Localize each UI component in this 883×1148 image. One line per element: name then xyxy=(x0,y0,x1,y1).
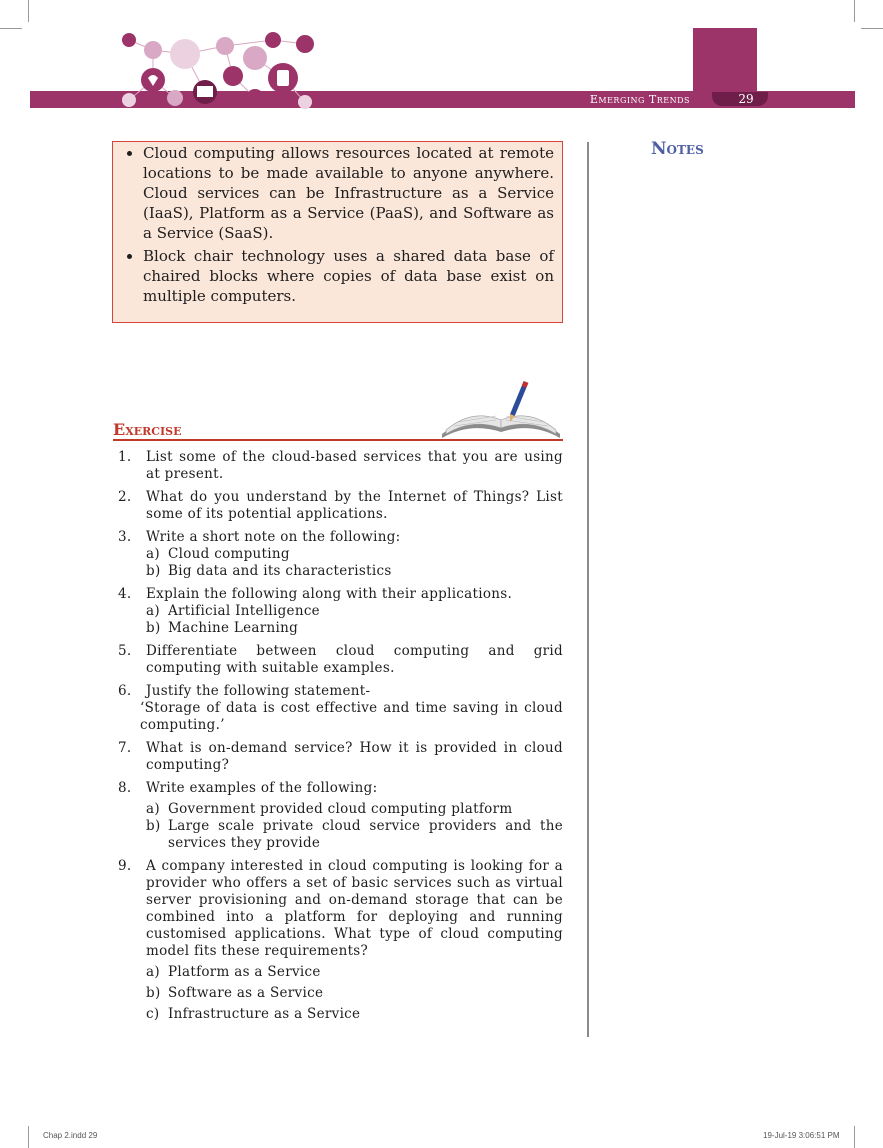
question-text: Write examples of the following: xyxy=(146,780,378,796)
sub-question-text: Cloud computing xyxy=(168,546,290,562)
exercise-question xyxy=(112,449,563,483)
sub-question-text: Large scale private cloud service providers and the services they provide xyxy=(168,818,563,851)
sub-question xyxy=(146,620,563,637)
summary-bullet: • Cloud computing allows resources located at remote locations to be made available to anyone anywhere. Cloud services can be Infrastructure as a Service (IaaS), Platform as a Service (PaaS), and Software as a Service (SaaS). xyxy=(143,143,554,243)
sub-question-label: a) xyxy=(146,603,160,619)
summary-box xyxy=(112,141,563,323)
sub-question-label: a) xyxy=(146,801,160,817)
sub-question xyxy=(146,1006,563,1023)
running-head: Emerging Trends xyxy=(589,93,690,106)
question-text: Explain the following along with their applications. xyxy=(146,586,513,602)
sub-question-text: Big data and its characteristics xyxy=(168,563,392,579)
crop-mark xyxy=(861,28,883,29)
question-number: 8. xyxy=(118,780,132,796)
question-quote: ‘Storage of data is cost effective and time saving in cloud computing.’ xyxy=(140,700,563,733)
sub-question-label: c) xyxy=(146,1006,160,1022)
question-text: What is on-demand service? How it is provided in cloud computing? xyxy=(146,740,563,773)
question-number: 7. xyxy=(118,740,132,756)
sub-question-label: b) xyxy=(146,563,161,579)
sub-question-label: b) xyxy=(146,818,161,834)
question-number: 6. xyxy=(118,683,132,699)
question-text: A company interested in cloud computing is looking for a provider who offers a set of basic services such as virtual server provisioning and on-demand storage that can be combined into a platform for deploying and running customised applications. What type of cloud computing model fits these requirements? xyxy=(146,858,563,959)
exercise-heading: Exercise xyxy=(113,420,182,439)
sub-question-text: Infrastructure as a Service xyxy=(168,1006,361,1022)
crop-mark xyxy=(28,1126,29,1148)
question-number: 4. xyxy=(118,586,132,602)
exercise-question xyxy=(112,586,563,637)
exercise-question xyxy=(112,643,563,677)
sub-question-text: Software as a Service xyxy=(168,985,324,1001)
exercise-question xyxy=(112,683,563,734)
question-number: 1. xyxy=(118,449,132,465)
summary-list xyxy=(113,143,562,306)
question-number: 3. xyxy=(118,529,132,545)
sub-question-label: b) xyxy=(146,620,161,636)
sub-question xyxy=(146,985,563,1002)
column-divider xyxy=(587,142,589,1037)
notes-heading: Notes xyxy=(651,139,704,159)
question-number: 9. xyxy=(118,858,132,874)
exercise-question xyxy=(112,780,563,852)
footer-timestamp: 19-Jul-19 3:06:51 PM xyxy=(763,1131,840,1140)
crop-mark xyxy=(854,1126,855,1148)
page-number: 29 xyxy=(738,92,754,106)
question-number: 5. xyxy=(118,643,132,659)
question-text: What do you understand by the Internet of Things? List some of its potential applications. xyxy=(146,489,563,522)
exercise-question xyxy=(112,740,563,774)
exercise-list xyxy=(112,449,563,1029)
technology-icons-illustration xyxy=(115,28,325,110)
sub-question xyxy=(146,603,563,620)
question-text: Differentiate between cloud computing and grid computing with suitable examples. xyxy=(146,643,563,676)
open-book-pencil-icon xyxy=(440,378,562,440)
crop-mark xyxy=(0,28,22,29)
exercise-question xyxy=(112,529,563,580)
question-text: Write a short note on the following: xyxy=(146,529,401,545)
crop-mark xyxy=(854,0,855,22)
question-text: Justify the following statement- xyxy=(146,683,371,699)
sub-question-text: Artificial Intelligence xyxy=(168,603,320,619)
question-text: List some of the cloud-based services that you are using at present. xyxy=(146,449,563,482)
sub-question xyxy=(146,818,563,852)
sub-question xyxy=(146,801,563,818)
sub-question-label: a) xyxy=(146,546,160,562)
question-number: 2. xyxy=(118,489,132,505)
sub-question xyxy=(146,546,563,563)
sub-question xyxy=(146,563,563,580)
sub-question-label: a) xyxy=(146,964,160,980)
sub-question-text: Government provided cloud computing platform xyxy=(168,801,513,817)
exercise-question xyxy=(112,858,563,1023)
sub-question-text: Platform as a Service xyxy=(168,964,321,980)
exercise-question xyxy=(112,489,563,523)
sub-question xyxy=(146,964,563,981)
summary-bullet: • Block chair technology uses a shared data base of chaired blocks where copies of data base exist on multiple computers. xyxy=(143,246,554,306)
crop-mark xyxy=(28,0,29,22)
sub-question-label: b) xyxy=(146,985,161,1001)
footer-file-info: Chap 2.indd 29 xyxy=(43,1131,98,1140)
sub-question-text: Machine Learning xyxy=(168,620,299,636)
